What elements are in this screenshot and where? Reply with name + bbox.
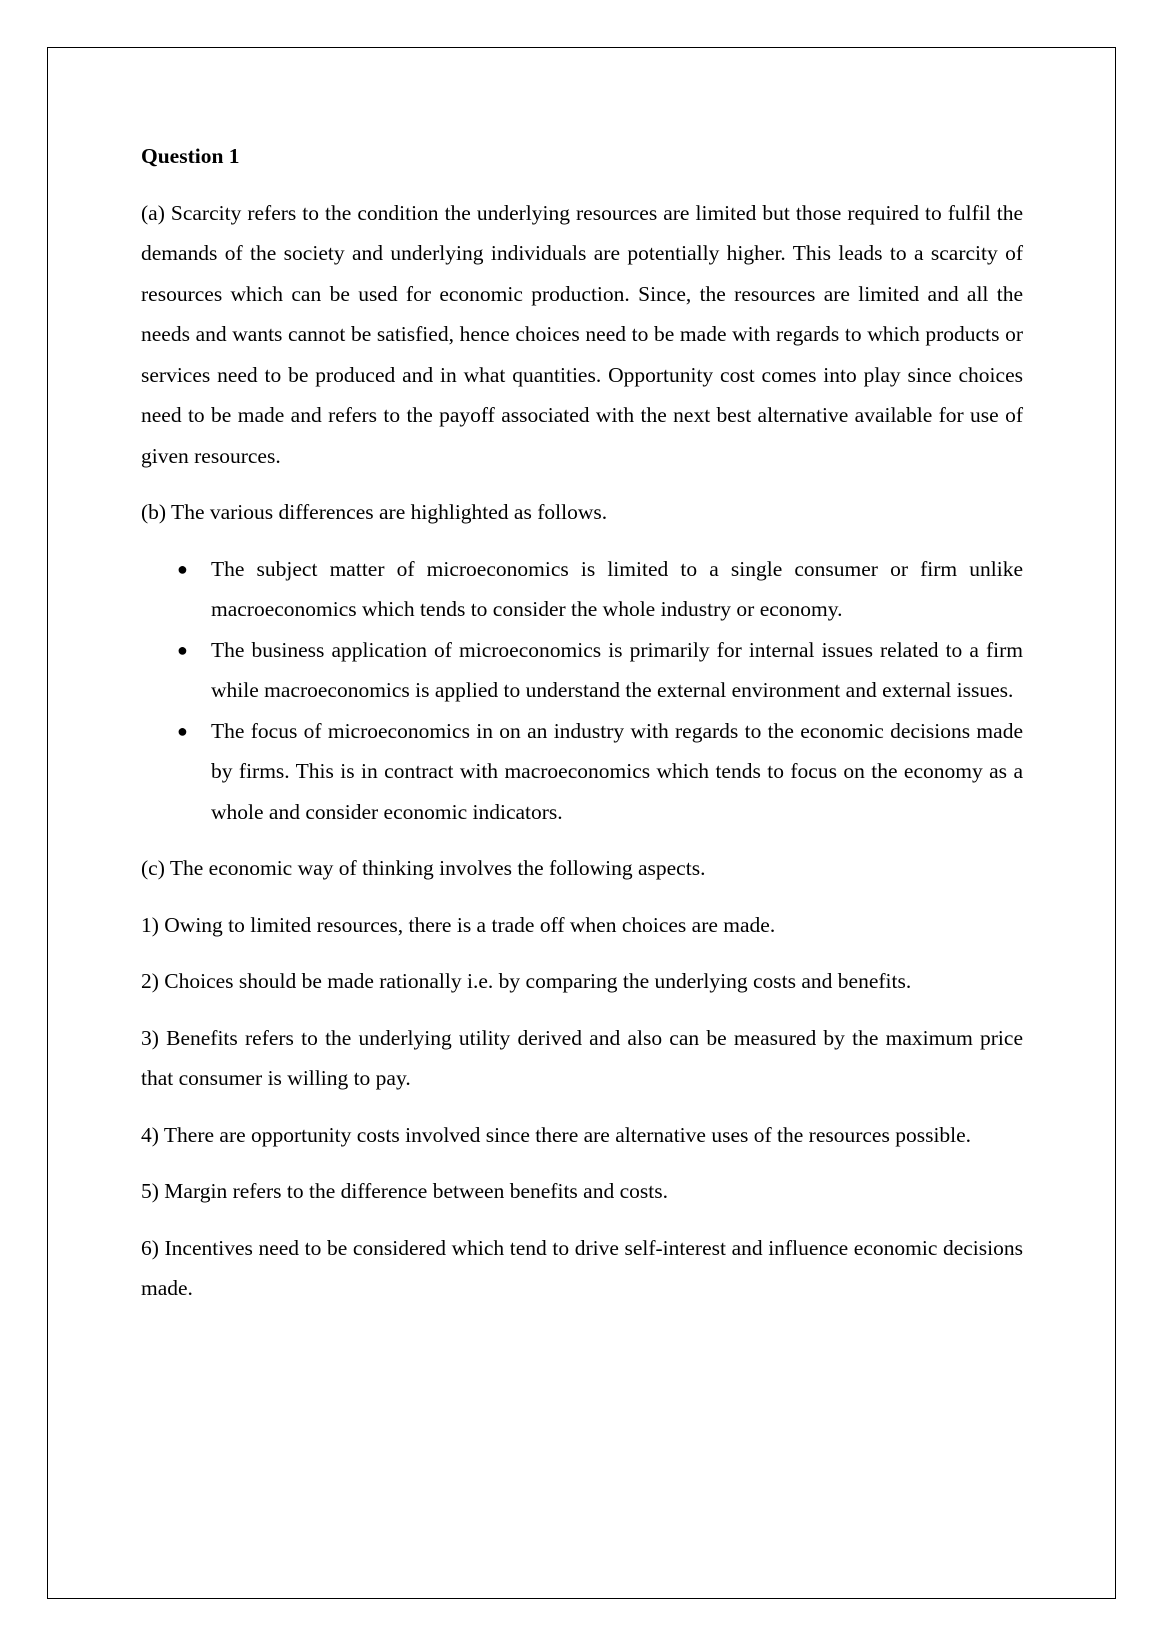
point-5: 5) Margin refers to the difference between benefits and costs.	[141, 1179, 668, 1203]
part-a-paragraph: (a) Scarcity refers to the condition the underlying resources are limited but those required to fulfil the demands of the society and underlying individuals are potentially higher. This leads to a scarcity of resources which can be used for economic production. Since, the resources are limited and all the needs and wants cannot be satisfied, hence choices need to be made with regards to which products or services need to be produced and in what quantities. Opportunity cost comes into play since choices need to be made and refers to the payoff associated with the next best alternative available for use of given resources.	[141, 200, 1023, 468]
question-heading: Question 1	[141, 144, 240, 168]
list-item-text: The subject matter of microeconomics is limited to a single consumer or firm unlike macroeconomics which tends to consider the whole industry or economy.	[211, 556, 1023, 621]
point-1: 1) Owing to limited resources, there is a trade off when choices are made.	[141, 912, 776, 937]
bullet-icon: ●	[177, 558, 188, 579]
point-6: 6) Incentives need to be considered which tend to drive self-interest and influence economic decisions made.	[141, 1235, 1023, 1300]
bullet-icon: ●	[177, 639, 188, 660]
point-4: 4) There are opportunity costs involved since there are alternative uses of the resources possible.	[141, 1122, 972, 1147]
point-3: 3) Benefits refers to the underlying utility derived and also can be measured by the maximum price that consumer is willing to pay.	[141, 1025, 1023, 1090]
list-item	[141, 549, 1023, 630]
document-body	[141, 136, 1023, 1325]
point-2: 2) Choices should be made rationally i.e. by comparing the underlying costs and benefits.	[141, 969, 912, 993]
differences-list	[141, 549, 1023, 833]
list-item	[141, 711, 1023, 833]
list-item-text: The focus of microeconomics in on an industry with regards to the economic decisions made by firms. This is in contract with macroeconomics which tends to focus on the economy as a whole and consider economic indicators.	[211, 718, 1023, 824]
list-item-text: The business application of microeconomics is primarily for internal issues related to a firm while macroeconomics is applied to understand the external environment and external issues.	[211, 637, 1023, 702]
bullet-icon: ●	[177, 720, 188, 741]
list-item	[141, 630, 1023, 711]
part-c-intro: (c) The economic way of thinking involves the following aspects.	[141, 856, 706, 880]
part-b-intro: (b) The various differences are highlighted as follows.	[141, 500, 608, 524]
